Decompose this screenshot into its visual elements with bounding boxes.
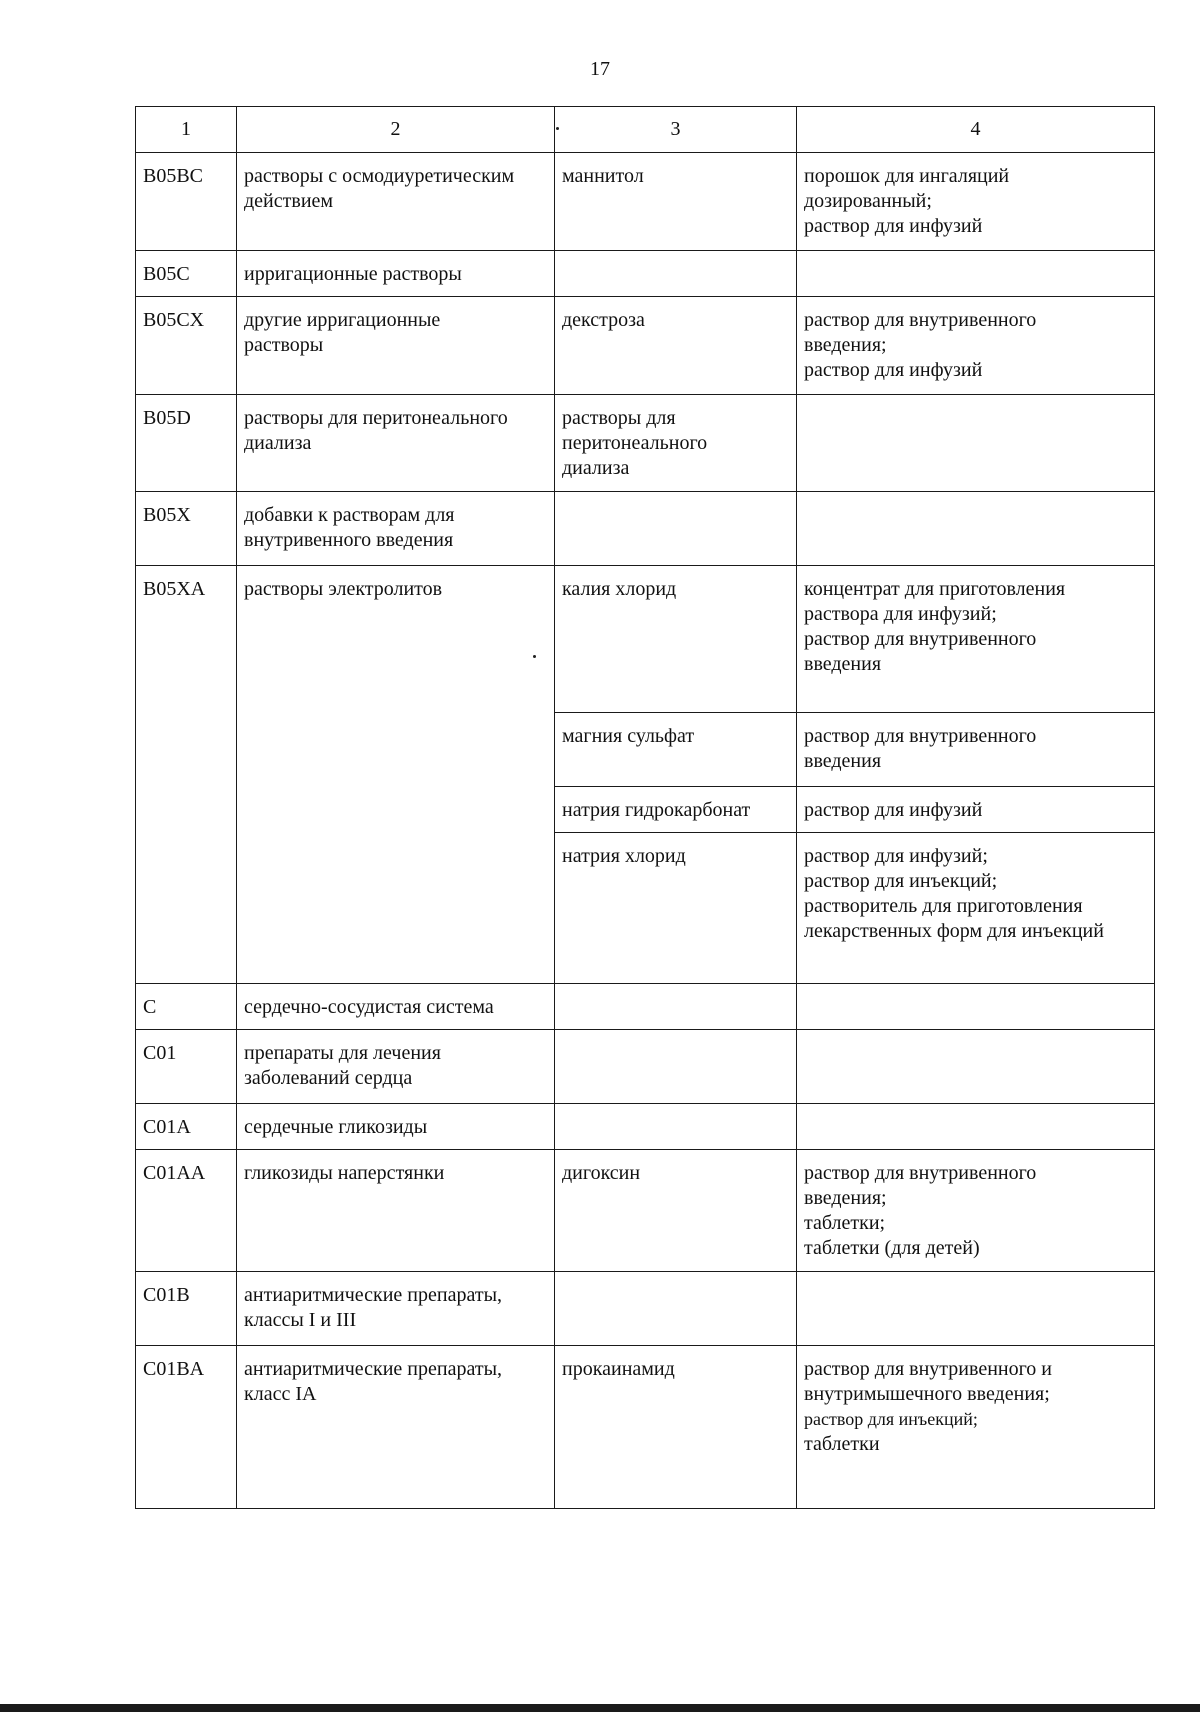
forms-cell: раствор для внутривенного и внутримышечного введения; раствор для инъекций; таблетки — [797, 1346, 1155, 1509]
atc-code-cell: C01AA — [136, 1150, 237, 1272]
forms-cell: порошок для ингаляций дозированный; раствор для инфузий — [797, 153, 1155, 251]
table-row — [136, 566, 1155, 713]
forms-cell: раствор для инфузий — [797, 787, 1155, 833]
drug-cell: прокаинамид — [555, 1346, 797, 1509]
header-cell-2: 2 — [237, 107, 555, 153]
table-row — [136, 395, 1155, 492]
atc-code-cell: C — [136, 984, 237, 1030]
drug-cell: натрия гидрокарбонат — [555, 787, 797, 833]
scan-edge — [0, 1704, 1200, 1712]
forms-cell: раствор для внутривенного введения; раствор для инфузий — [797, 297, 1155, 395]
atc-code-cell: C01B — [136, 1272, 237, 1346]
scan-speck — [556, 127, 559, 130]
table-row — [136, 492, 1155, 566]
atc-code-cell: C01A — [136, 1104, 237, 1150]
table-row — [136, 297, 1155, 395]
group-cell: добавки к растворам для внутривенного введения — [237, 492, 555, 566]
table-row — [136, 153, 1155, 251]
page-number: 17 — [590, 58, 610, 80]
forms-cell — [797, 251, 1155, 297]
atc-code-cell: B05CX — [136, 297, 237, 395]
forms-cell: раствор для внутривенного введения — [797, 713, 1155, 787]
drug-cell — [555, 492, 797, 566]
group-cell: растворы с осмодиуретическим действием — [237, 153, 555, 251]
atc-code-cell: C01 — [136, 1030, 237, 1104]
group-cell: растворы электролитов — [237, 566, 555, 984]
forms-cell — [797, 1104, 1155, 1150]
drug-cell — [555, 1272, 797, 1346]
atc-code-cell: B05X — [136, 492, 237, 566]
forms-cell — [797, 492, 1155, 566]
table-row — [136, 984, 1155, 1030]
atc-code-cell: B05BC — [136, 153, 237, 251]
table-row — [136, 251, 1155, 297]
atc-code-cell: B05D — [136, 395, 237, 492]
drug-cell: натрия хлорид — [555, 833, 797, 984]
group-cell: ирригационные растворы — [237, 251, 555, 297]
group-cell: другие ирригационные растворы — [237, 297, 555, 395]
header-cell-3: 3 — [555, 107, 797, 153]
forms-cell: раствор для внутривенного введения; таблетки; таблетки (для детей) — [797, 1150, 1155, 1272]
drug-cell: маннитол — [555, 153, 797, 251]
atc-code-cell: C01BA — [136, 1346, 237, 1509]
header-cell-1: 1 — [136, 107, 237, 153]
header-cell-4: 4 — [797, 107, 1155, 153]
forms-cell: раствор для инфузий; раствор для инъекций; растворитель для приготовления лекарственных форм для инъекций — [797, 833, 1155, 984]
drug-cell: калия хлорид — [555, 566, 797, 713]
group-cell: сердечные гликозиды — [237, 1104, 555, 1150]
atc-code-cell: B05C — [136, 251, 237, 297]
forms-cell — [797, 984, 1155, 1030]
group-cell: антиаритмические препараты, класс IA — [237, 1346, 555, 1509]
table-row — [136, 1272, 1155, 1346]
table-row — [136, 1030, 1155, 1104]
forms-cell — [797, 395, 1155, 492]
drug-cell — [555, 1104, 797, 1150]
drug-cell: растворы для перитонеального диализа — [555, 395, 797, 492]
group-cell: гликозиды наперстянки — [237, 1150, 555, 1272]
drug-cell — [555, 251, 797, 297]
forms-cell — [797, 1030, 1155, 1104]
table-row — [136, 1104, 1155, 1150]
group-cell: сердечно-сосудистая система — [237, 984, 555, 1030]
group-cell: антиаритмические препараты, классы I и III — [237, 1272, 555, 1346]
table-header-row — [136, 107, 1155, 153]
group-cell: препараты для лечения заболеваний сердца — [237, 1030, 555, 1104]
table-row — [136, 1346, 1155, 1509]
drug-cell: декстроза — [555, 297, 797, 395]
forms-cell — [797, 1272, 1155, 1346]
atc-code-cell: B05XA — [136, 566, 237, 984]
drug-cell — [555, 1030, 797, 1104]
group-cell: растворы для перитонеального диализа — [237, 395, 555, 492]
drug-table — [135, 106, 1155, 1509]
table-row — [136, 1150, 1155, 1272]
drug-cell: магния сульфат — [555, 713, 797, 787]
drug-cell: дигоксин — [555, 1150, 797, 1272]
scan-speck — [533, 655, 536, 658]
forms-cell: концентрат для приготовления раствора для инфузий; раствор для внутривенного введения — [797, 566, 1155, 713]
drug-cell — [555, 984, 797, 1030]
